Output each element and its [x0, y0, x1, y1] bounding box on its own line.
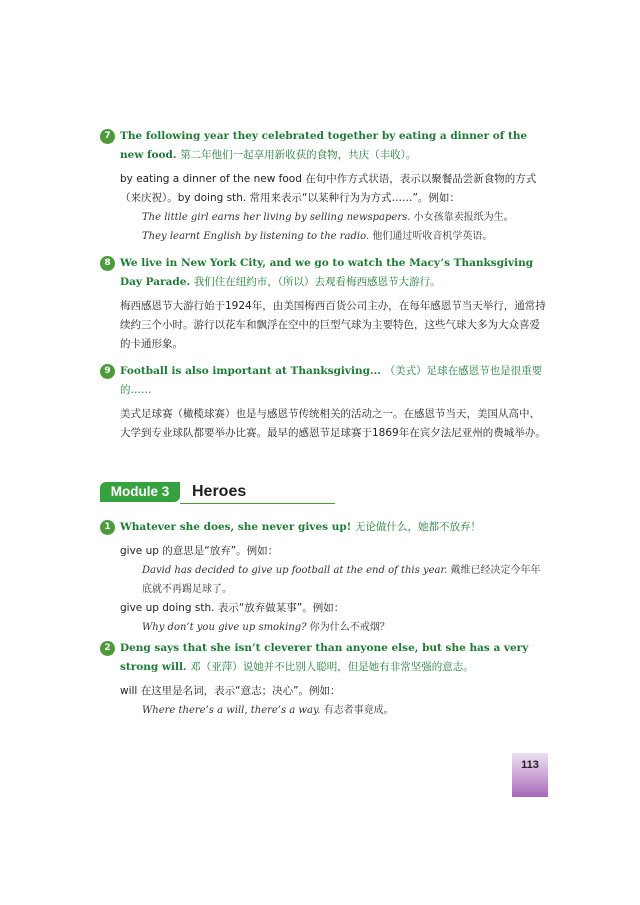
- example-sentence: [100, 561, 550, 599]
- note-heading: [100, 362, 550, 400]
- heading-chinese: 第二年他们一起享用新收获的食物，共庆（丰收）。: [180, 149, 417, 161]
- note-heading: [100, 639, 550, 677]
- number-badge-icon: 9: [100, 364, 115, 379]
- explanation-text: 美式足球赛（橄榄球赛）也是与感恩节传统相关的活动之一。在感恩节当天，美国从高中、大学到专业球队都要举办比赛。最早的感恩节足球赛于1869年在宾夕法尼亚州的费城举办。: [120, 408, 546, 439]
- note-heading: [100, 254, 550, 292]
- heading-english: The following year they celebrated together by eating a dinner of the new food.: [120, 130, 528, 161]
- number-badge-icon: 2: [100, 641, 115, 656]
- example-chinese: 他们通过听收音机学英语。: [372, 231, 493, 242]
- heading-chinese: （美式）足球在感恩节也是很重要的……: [120, 365, 543, 396]
- module-badge: Module 3: [100, 482, 180, 502]
- heading-chinese: 邓（亚萍）说她并不比别人聪明，但是她有非常坚强的意志。: [190, 661, 474, 673]
- example-english: Where there’s a will, there’s a way.: [142, 705, 321, 716]
- example-english: David has decided to give up football at the end of this year.: [142, 565, 448, 576]
- page-number-tab: [512, 753, 548, 797]
- heading-english: Football is also important at Thanksgiving...: [120, 365, 381, 377]
- number-badge-icon: 7: [100, 129, 115, 144]
- heading-chinese: 我们住在纽约市，（所以）去观看梅西感恩节大游行。: [193, 276, 441, 288]
- heading-english: We live in New York City, and we go to watch the Macy’s Thanksgiving Day Parade.: [120, 257, 534, 288]
- example-sentence: [100, 618, 550, 637]
- example-chinese: 有志者事竟成。: [323, 705, 394, 716]
- explanation: [100, 682, 550, 701]
- example-sentence: [100, 227, 550, 246]
- page-number: 113: [521, 759, 539, 771]
- explanation-text: by eating a dinner of the new food 在句中作方式状语，表示以聚餐品尝新食物的方式（来庆祝）。by doing sth. 常用来表示“以某种行为为方式……”。例如：: [120, 173, 537, 204]
- module-header: [100, 480, 335, 504]
- module-note-2: [100, 639, 550, 720]
- example-chinese: 你为什么不戒烟？: [309, 622, 390, 633]
- number-badge-icon: 8: [100, 256, 115, 271]
- note-heading: [100, 518, 550, 537]
- note-heading: [100, 127, 550, 165]
- explanation-text: give up 的意思是“放弃”。例如：: [120, 545, 279, 557]
- explanation: [100, 599, 550, 618]
- explanation-text: will 在这里是名词，表示“意志；决心”。例如：: [120, 685, 341, 697]
- module-title: Heroes: [192, 483, 247, 500]
- note-9: [100, 362, 550, 443]
- example-sentence: [100, 208, 550, 227]
- example-english: They learnt English by listening to the radio.: [142, 231, 370, 242]
- note-8: [100, 254, 550, 354]
- example-chinese: 小女孩靠卖报纸为生。: [413, 212, 514, 223]
- explanation-text: give up doing sth. 表示“放弃做某事”。例如：: [120, 602, 345, 614]
- explanation: [100, 170, 550, 208]
- heading-english: Deng says that she isn’t cleverer than anyone else, but she has a very strong will.: [120, 642, 529, 673]
- heading-chinese: 无论做什么，她都不放弃！: [354, 521, 481, 533]
- explanation-text: 梅西感恩节大游行始于1924年，由美国梅西百货公司主办，在每年感恩节当天举行，通常持续约三个小时。游行以花车和飘浮在空中的巨型气球为主要特色，这些气球大多为大众喜爱的卡通形象。: [120, 300, 546, 350]
- heading-english: Whatever she does, she never gives up!: [120, 521, 352, 533]
- example-chinese: 戴维已经决定今年年底就不再踢足球了。: [142, 565, 541, 595]
- note-7: [100, 127, 550, 246]
- module-underline: [180, 503, 335, 505]
- module-note-1: [100, 518, 550, 637]
- explanation: [100, 542, 550, 561]
- number-badge-icon: 1: [100, 520, 115, 535]
- explanation: [100, 405, 550, 443]
- example-sentence: [100, 701, 550, 720]
- example-english: Why don’t you give up smoking?: [142, 622, 307, 633]
- example-english: The little girl earns her living by selling newspapers.: [142, 212, 411, 223]
- explanation: [100, 297, 550, 354]
